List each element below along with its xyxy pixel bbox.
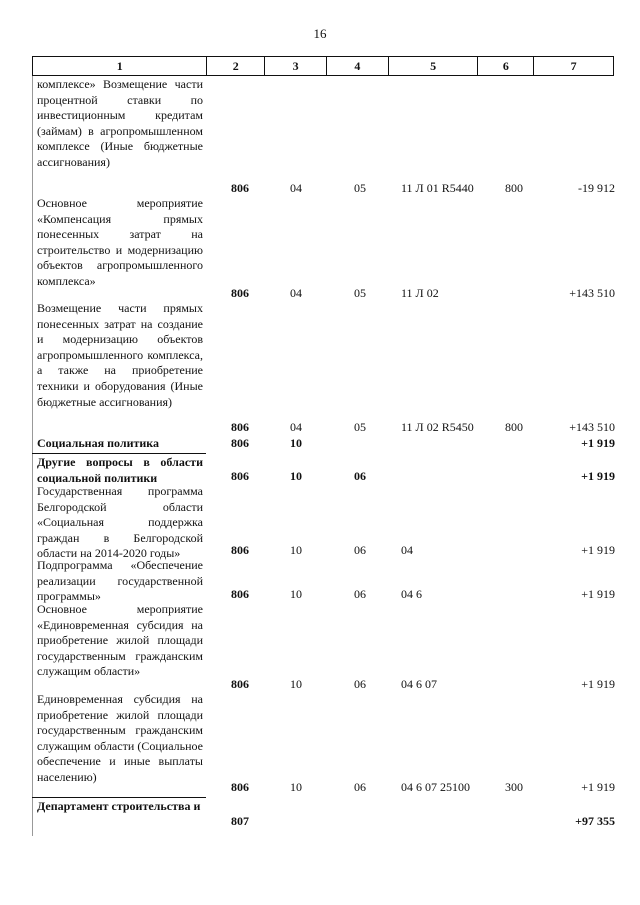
header-col-6: 6 xyxy=(478,57,534,75)
row-value-col3: 04 xyxy=(290,420,302,434)
row-value-col4: 06 xyxy=(354,543,366,557)
row-value-col7: -19 912 xyxy=(578,181,615,195)
row-value-col3: 04 xyxy=(290,181,302,195)
row-value-col2: 806 xyxy=(231,469,249,483)
row-description: Возмещение части прямых понесенных затрат на создание и модернизацию объектов агропромышленного комплекса, а также на приобретение техники и оборудования (Иные бюджетные ассигнования) xyxy=(37,301,203,409)
row-value-col7: +143 510 xyxy=(569,286,615,300)
row-description: Государственная программа Белгородской области «Социальная поддержка граждан в Белгородской области на 2014-2020 годы» xyxy=(37,484,203,561)
row-value-col3: 10 xyxy=(290,469,302,483)
row-divider xyxy=(32,453,206,454)
row-value-col3: 10 xyxy=(290,543,302,557)
row-value-col7: +1 919 xyxy=(581,436,615,450)
header-col-3: 3 xyxy=(265,57,327,75)
page-number: 16 xyxy=(313,26,327,41)
row-divider xyxy=(32,797,206,798)
row-description: Основное мероприятие «Единовременная субсидия на приобретение жилой площади государственным гражданским служащим области» xyxy=(37,602,203,679)
row-value-col7: +1 919 xyxy=(581,543,615,557)
row-description: Социальная политика xyxy=(37,436,160,450)
row-value-col3: 10 xyxy=(290,677,302,691)
row-value-col7: +1 919 xyxy=(581,677,615,691)
row-value-col2: 806 xyxy=(231,181,249,195)
row-value-col2: 806 xyxy=(231,286,249,300)
row-value-col4: 06 xyxy=(354,780,366,794)
row-description: Основное мероприятие «Компенсация прямых понесенных затрат на строительство и модернизацию объектов агропромышленного комплекса» xyxy=(37,196,203,288)
table-header xyxy=(32,56,614,76)
row-value-col4: 05 xyxy=(354,181,366,195)
row-value-col6: 800 xyxy=(505,181,523,195)
row-value-col5: 11 Л 02 R5450 xyxy=(401,420,474,434)
row-value-col2: 806 xyxy=(231,543,249,557)
row-value-col4: 06 xyxy=(354,677,366,691)
row-value-col6: 300 xyxy=(505,780,523,794)
row-value-col7: +97 355 xyxy=(575,814,615,828)
row-value-col2: 806 xyxy=(231,677,249,691)
header-col-4: 4 xyxy=(327,57,389,75)
header-col-5: 5 xyxy=(389,57,479,75)
row-value-col2: 806 xyxy=(231,436,249,450)
row-value-col4: 06 xyxy=(354,469,366,483)
row-value-col5: 04 xyxy=(401,543,413,557)
row-value-col5: 04 6 07 25100 xyxy=(401,780,470,794)
row-value-col7: +1 919 xyxy=(581,469,615,483)
row-description: Другие вопросы в области социальной политики xyxy=(37,455,203,485)
row-value-col2: 807 xyxy=(231,814,249,828)
row-value-col2: 806 xyxy=(231,780,249,794)
row-value-col4: 06 xyxy=(354,587,366,601)
row-description: Единовременная субсидия на приобретение жилой площади государственным гражданским служащим области (Социальное обеспечение и иные выплаты населению) xyxy=(37,692,203,784)
row-value-col4: 05 xyxy=(354,420,366,434)
row-value-col7: +1 919 xyxy=(581,587,615,601)
row-description: Подпрограмма «Обеспечение реализации государственной программы» xyxy=(37,558,203,604)
table-left-border xyxy=(32,76,33,836)
row-value-col7: +143 510 xyxy=(569,420,615,434)
row-value-col5: 04 6 07 xyxy=(401,677,437,691)
row-value-col4: 05 xyxy=(354,286,366,300)
row-value-col3: 10 xyxy=(290,436,302,450)
row-value-col3: 10 xyxy=(290,587,302,601)
row-value-col5: 11 Л 02 xyxy=(401,286,439,300)
header-col-7: 7 xyxy=(570,58,577,73)
row-value-col7: +1 919 xyxy=(581,780,615,794)
row-description: Департамент строительства и xyxy=(37,799,201,813)
row-value-col2: 806 xyxy=(231,420,249,434)
row-value-col5: 11 Л 01 R5440 xyxy=(401,181,474,195)
row-description: комплексе» Возмещение части процентной ставки по инвестиционным кредитам (займам) в агропромышленном комплексе (Иные бюджетные ассигнования) xyxy=(37,77,203,169)
row-value-col6: 800 xyxy=(505,420,523,434)
row-value-col3: 04 xyxy=(290,286,302,300)
header-col-1: 1 xyxy=(33,57,207,75)
header-col-2: 2 xyxy=(207,57,265,75)
row-value-col3: 10 xyxy=(290,780,302,794)
row-value-col2: 806 xyxy=(231,587,249,601)
row-value-col5: 04 6 xyxy=(401,587,422,601)
